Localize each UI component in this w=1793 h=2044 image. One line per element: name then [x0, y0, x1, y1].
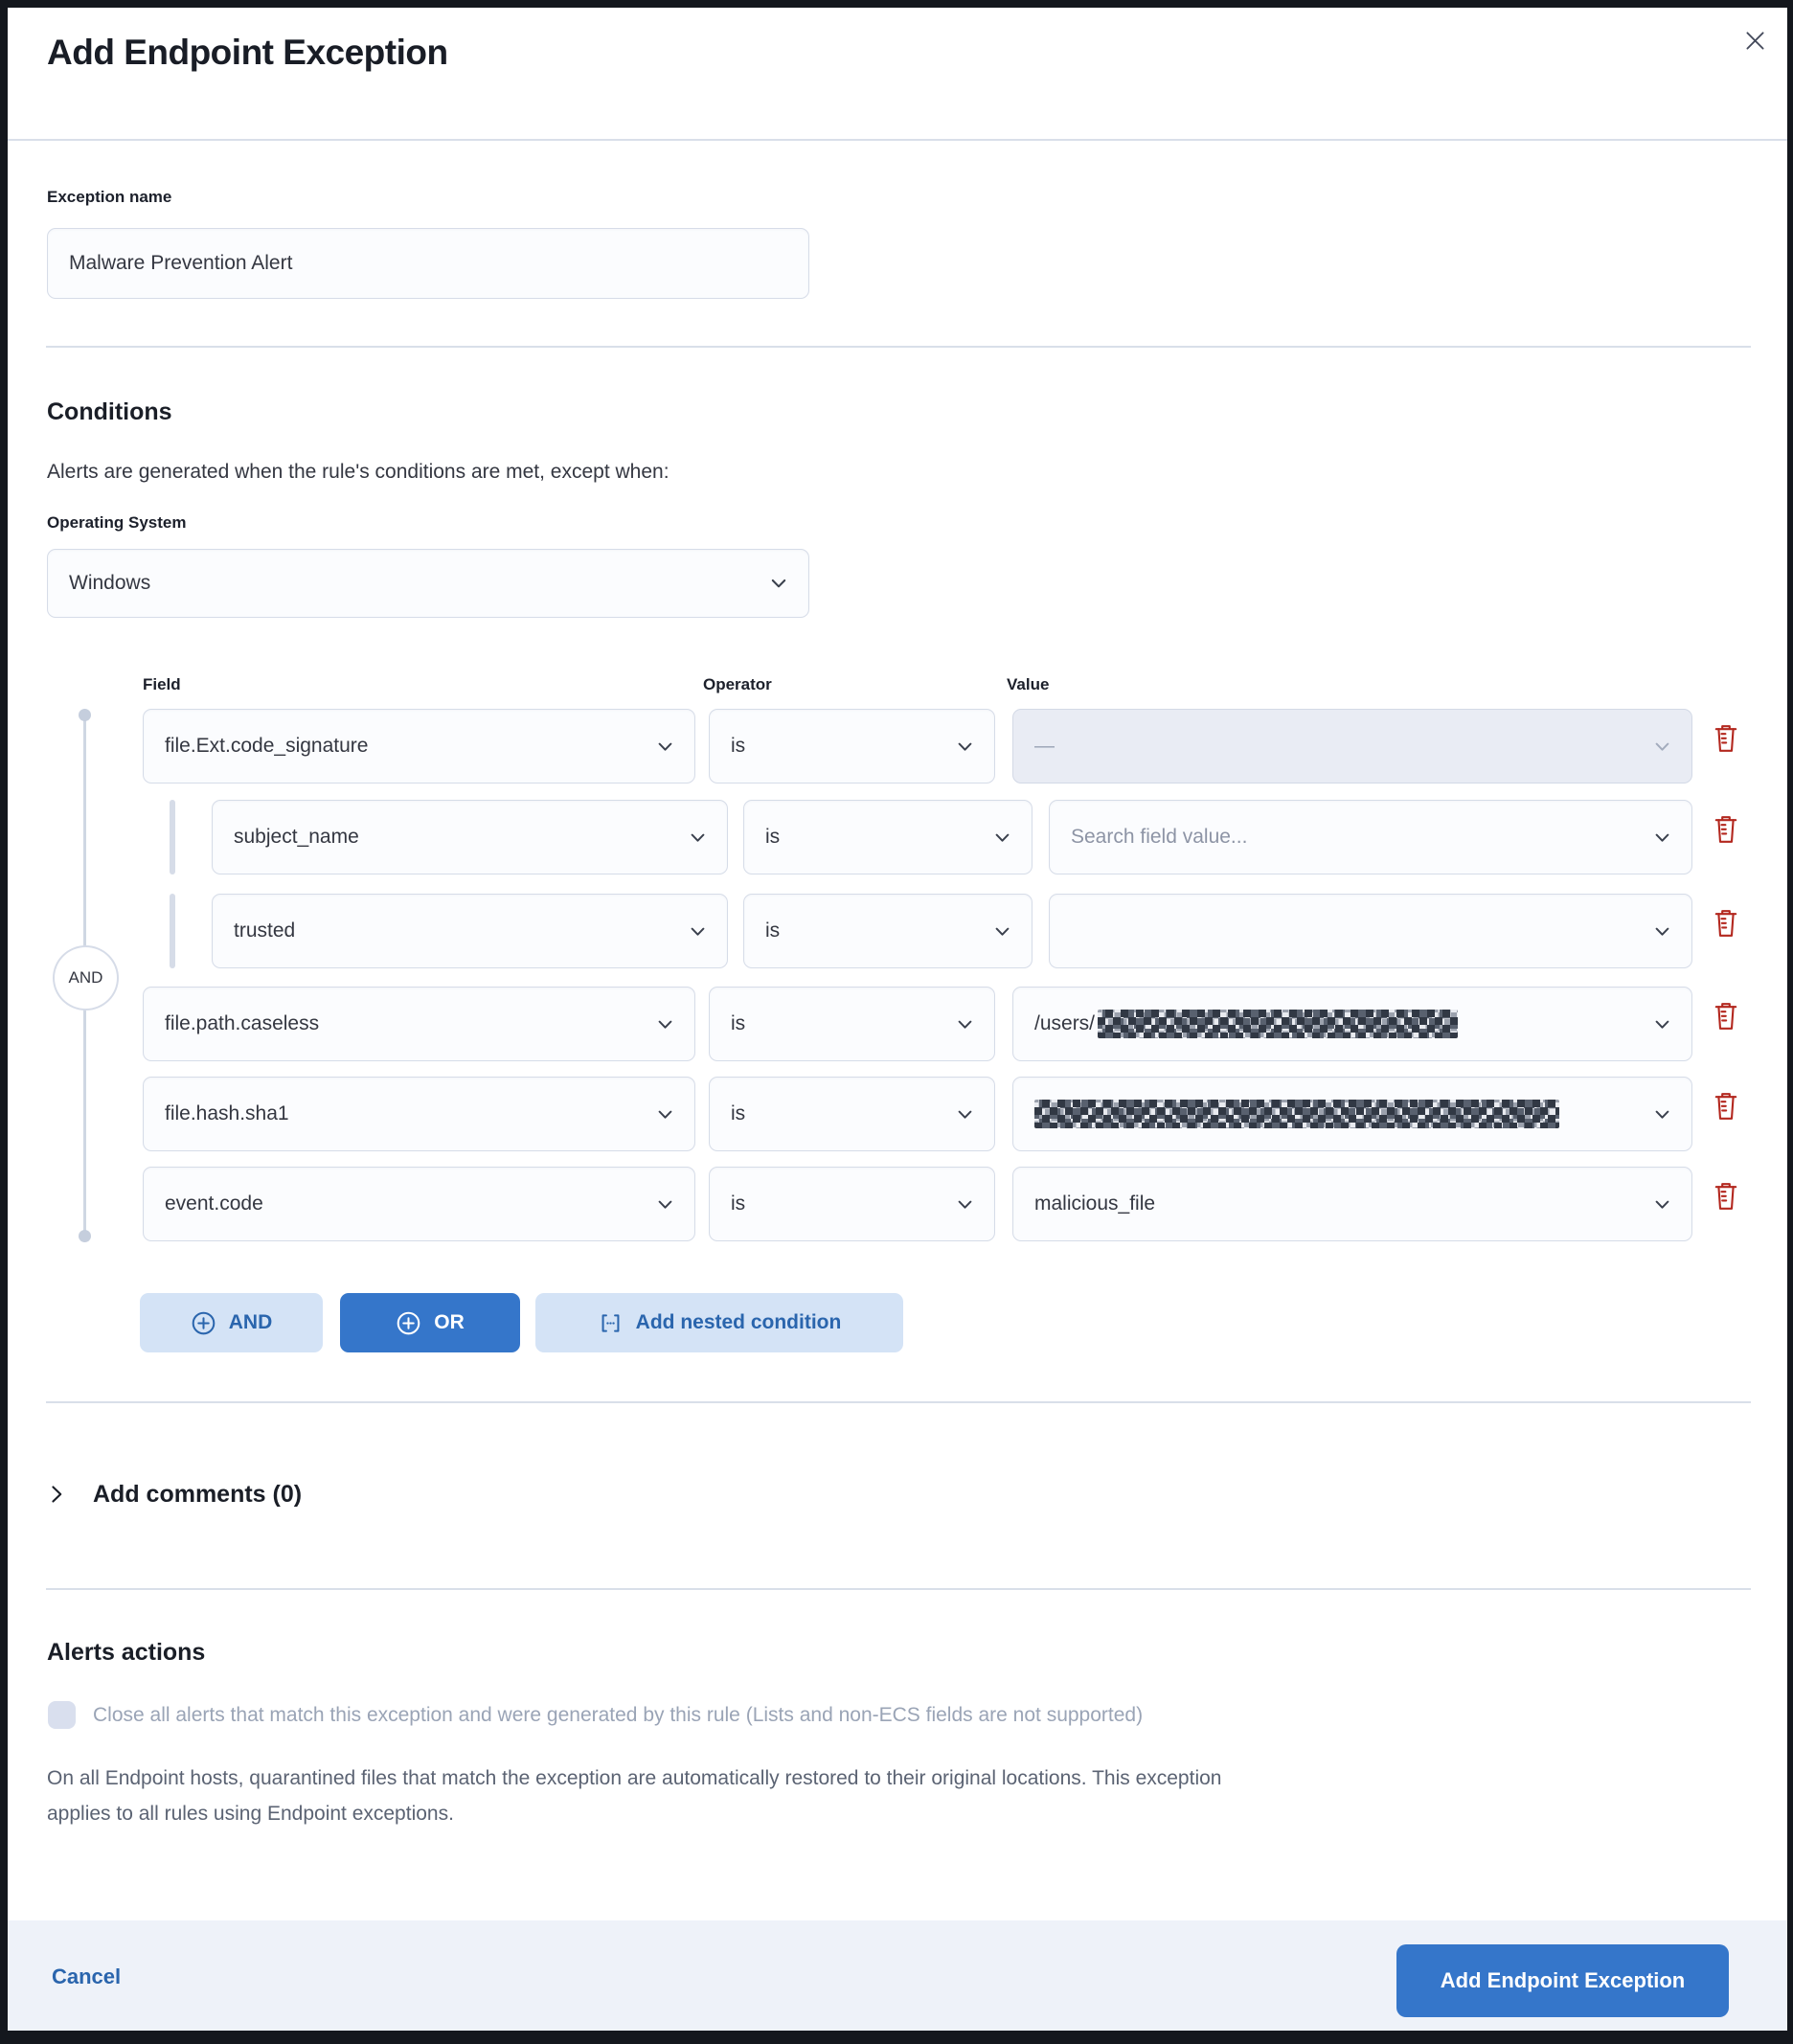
field-value: event.code: [165, 1192, 263, 1215]
chevron-down-icon: [688, 828, 708, 848]
operator-value: is: [731, 1192, 746, 1215]
value-column-label: Value: [1007, 675, 1050, 693]
operator-select[interactable]: [709, 1077, 995, 1151]
chevron-down-icon: [655, 1194, 675, 1215]
delete-condition-button[interactable]: [1710, 1180, 1742, 1213]
operator-select[interactable]: [709, 987, 995, 1061]
value-combobox[interactable]: [1049, 894, 1692, 968]
add-nested-condition-button[interactable]: [535, 1293, 903, 1352]
redacted-value: [1098, 1010, 1458, 1038]
operating-system-label: Operating System: [47, 513, 187, 532]
operator-select[interactable]: [709, 709, 995, 784]
trash-icon: [1711, 1181, 1741, 1212]
field-value: file.Ext.code_signature: [165, 735, 369, 757]
section-divider: [46, 1588, 1751, 1590]
field-select[interactable]: [143, 1077, 695, 1151]
add-endpoint-exception-button[interactable]: Add Endpoint Exception: [1396, 1944, 1729, 2017]
field-select[interactable]: [212, 800, 728, 874]
chevron-down-icon: [655, 1104, 675, 1124]
chevron-down-icon: [1652, 1194, 1672, 1215]
plus-in-circle-icon: [396, 1310, 421, 1336]
condition-row: [8, 1077, 1787, 1151]
delete-condition-button[interactable]: [1710, 1000, 1742, 1033]
field-value: file.hash.sha1: [165, 1102, 289, 1124]
close-alerts-checkbox[interactable]: [48, 1701, 76, 1729]
modal-footer: [8, 1920, 1787, 2031]
add-or-button[interactable]: [340, 1293, 520, 1352]
conditions-heading: Conditions: [47, 398, 172, 425]
alerts-actions-heading: Alerts actions: [47, 1639, 206, 1666]
condition-row-nested: [8, 800, 1787, 874]
add-and-button[interactable]: [140, 1293, 323, 1352]
add-comments-toggle[interactable]: [44, 1467, 302, 1521]
chevron-down-icon: [992, 921, 1012, 942]
delete-condition-button[interactable]: [1710, 1090, 1742, 1123]
condition-row: [8, 709, 1787, 784]
operator-value: is: [765, 920, 781, 942]
delete-condition-button[interactable]: [1710, 907, 1742, 940]
trash-icon: [1711, 1091, 1741, 1122]
nested-indent-bar: [170, 894, 175, 968]
field-value: file.path.caseless: [165, 1012, 320, 1034]
condition-row-nested: [8, 894, 1787, 968]
value-combobox[interactable]: [1012, 1077, 1692, 1151]
delete-condition-button[interactable]: [1710, 722, 1742, 755]
nested-brackets-icon: [598, 1310, 624, 1336]
value-combobox[interactable]: [1049, 800, 1692, 874]
close-button[interactable]: [1732, 17, 1778, 63]
condition-row: [8, 1167, 1787, 1241]
operator-value: is: [765, 826, 781, 848]
alerts-actions-description-line2: applies to all rules using Endpoint exceptions.: [47, 1803, 454, 1825]
chevron-down-icon: [1652, 921, 1672, 942]
page-title: Add Endpoint Exception: [47, 33, 448, 72]
value-combobox[interactable]: [1012, 1167, 1692, 1241]
and-connector-label: AND: [68, 968, 103, 987]
trash-icon: [1711, 1001, 1741, 1032]
operator-select[interactable]: [743, 800, 1033, 874]
chevron-down-icon: [955, 1014, 975, 1034]
header-divider: [8, 139, 1787, 141]
chevron-down-icon: [955, 1194, 975, 1215]
conditions-description: Alerts are generated when the rule's conditions are met, except when:: [47, 461, 670, 483]
close-icon: [1742, 28, 1768, 54]
operator-value: is: [731, 1102, 746, 1124]
section-divider: [46, 346, 1751, 348]
chevron-down-icon: [955, 737, 975, 757]
chevron-down-icon: [655, 737, 675, 757]
field-select[interactable]: [143, 987, 695, 1061]
operator-select[interactable]: [743, 894, 1033, 968]
trash-icon: [1711, 814, 1741, 845]
chevron-right-icon: [44, 1482, 69, 1507]
exception-name-label: Exception name: [47, 188, 172, 206]
chevron-down-icon: [1652, 828, 1672, 848]
operator-value: is: [731, 735, 746, 757]
field-select[interactable]: [212, 894, 728, 968]
add-or-label: OR: [434, 1311, 465, 1333]
chevron-down-icon: [1652, 737, 1672, 757]
condition-row: [8, 987, 1787, 1061]
close-alerts-checkbox-label: Close all alerts that match this exception and were generated by this rule (Lists and non-ECS fields are not supported): [93, 1704, 1144, 1726]
value-select-disabled: [1012, 709, 1692, 784]
add-endpoint-exception-modal: [8, 8, 1787, 2031]
value-combobox[interactable]: [1012, 987, 1692, 1061]
chevron-down-icon: [655, 1014, 675, 1034]
cancel-button[interactable]: Cancel: [52, 1965, 122, 1988]
add-and-label: AND: [228, 1311, 273, 1333]
value-text: malicious_file: [1034, 1192, 1156, 1215]
field-value: subject_name: [234, 826, 359, 848]
field-select[interactable]: [143, 1167, 695, 1241]
field-column-label: Field: [143, 675, 181, 693]
operator-select[interactable]: [709, 1167, 995, 1241]
chevron-down-icon: [1652, 1104, 1672, 1124]
alerts-actions-description-line1: On all Endpoint hosts, quarantined files that match the exception are automatically restored to their original locations. This exception: [47, 1767, 1222, 1789]
section-divider: [46, 1401, 1751, 1403]
add-nested-condition-label: Add nested condition: [635, 1311, 842, 1333]
chevron-down-icon: [992, 828, 1012, 848]
chevron-down-icon: [1652, 1014, 1672, 1034]
chevron-down-icon: [768, 573, 789, 594]
value-text-prefix: /users/: [1034, 1012, 1096, 1034]
redacted-value: [1034, 1100, 1559, 1128]
field-value: trusted: [234, 920, 296, 942]
chevron-down-icon: [688, 921, 708, 942]
chevron-down-icon: [955, 1104, 975, 1124]
operator-column-label: Operator: [703, 675, 772, 693]
value-empty-dash: —: [1034, 735, 1055, 757]
trash-icon: [1711, 723, 1741, 754]
field-select[interactable]: [143, 709, 695, 784]
plus-in-circle-icon: [191, 1310, 216, 1336]
delete-condition-button[interactable]: [1710, 813, 1742, 846]
trash-icon: [1711, 908, 1741, 939]
alerts-actions-description: [47, 1760, 1221, 1831]
exception-name-input[interactable]: [47, 228, 809, 299]
nested-indent-bar: [170, 800, 175, 874]
operating-system-value: Windows: [69, 572, 151, 594]
operator-value: is: [731, 1012, 746, 1034]
value-placeholder: Search field value...: [1071, 826, 1248, 848]
add-comments-label: Add comments (0): [93, 1480, 303, 1508]
operating-system-select[interactable]: [47, 549, 809, 618]
